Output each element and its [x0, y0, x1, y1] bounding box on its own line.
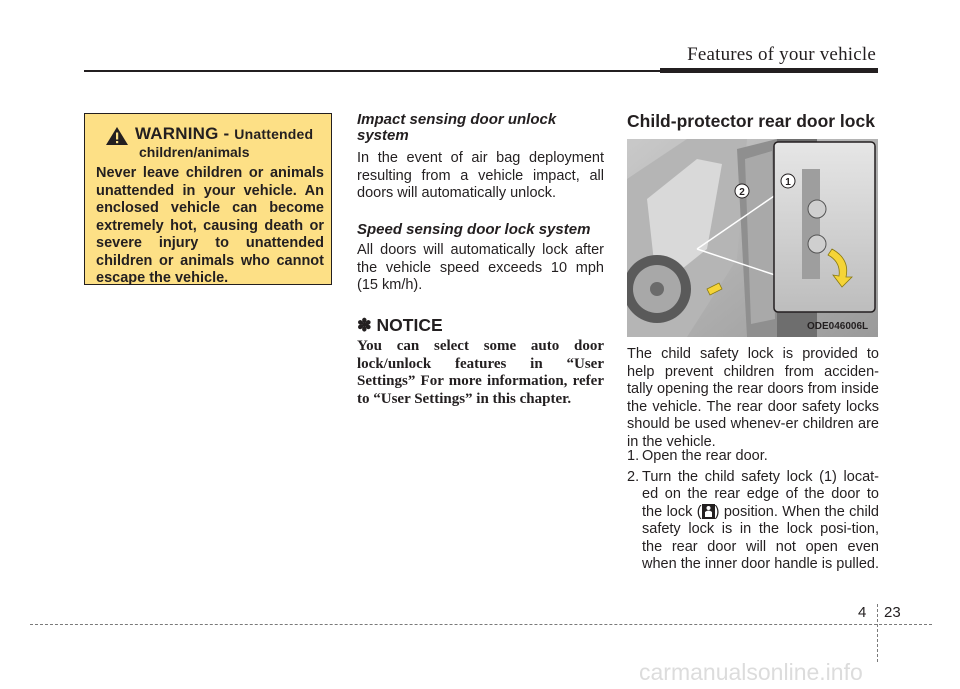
- impact-section-title: Impact sensing door unlock system: [357, 111, 557, 144]
- chapter-number: 4: [858, 604, 867, 621]
- warning-box: [84, 113, 332, 285]
- impact-section-body: In the event of air bag deployment resulting from a vehicle impact, all doors will automatically unlock.: [357, 150, 604, 201]
- step-text-before: Turn the child safety lock (1) locat-ed on the rear edge of the door to the lock (: [642, 468, 879, 520]
- list-item: [627, 448, 879, 466]
- child-lock-icon: [702, 504, 715, 519]
- notice-title: ✽ NOTICE: [357, 315, 443, 335]
- warning-label: WARNING - Unattended: [135, 124, 314, 143]
- step-text-after: ) position. When the child safety lock is in the lock posi-tion, the rear door will not open even when the inner door handle is pulled.: [642, 503, 879, 572]
- header-rule-thick: [660, 68, 878, 73]
- step-number: 1.: [627, 448, 640, 464]
- child-lock-description: The child safety lock is provided to help prevent children from acciden-tally opening the rear doors from inside the vehicle. The rear door safety locks should be used whenev-er children are in the vehicle.: [627, 346, 879, 450]
- callout-1: 1: [785, 177, 791, 188]
- warning-triangle-icon: [105, 126, 129, 146]
- step-text: Open the rear door.: [642, 448, 768, 464]
- callout-2: 2: [739, 187, 745, 198]
- speed-section-title: Speed sensing door lock system: [357, 221, 591, 238]
- page-header-title: Features of your vehicle: [687, 44, 876, 65]
- watermark: carmanualsonline.info: [639, 659, 863, 685]
- child-lock-photo: [627, 139, 878, 337]
- photo-image-code: ODE046006L: [807, 321, 869, 332]
- child-lock-title: Child-protector rear door lock: [627, 111, 875, 131]
- warning-subject-line2: children/animals: [139, 144, 250, 160]
- footer-divider: [877, 604, 878, 662]
- car-door-illustration: [627, 139, 878, 337]
- notice-body: You can select some auto door lock/unlock features in “User Settings” For more information, refer to “User Settings” in this chapter.: [357, 338, 604, 407]
- footer-rule: [30, 624, 932, 625]
- speed-section-body: All doors will automatically lock after the vehicle speed exceeds 10 mph (15 km/h).: [357, 242, 604, 293]
- list-item: [627, 469, 879, 574]
- warning-body: Never leave children or animals unattended in your vehicle. An enclosed vehicle can become extremely hot, causing death or severe injury to unattended children or animals who cannot escape the vehicle.: [96, 165, 324, 286]
- header-rule-thin: [84, 70, 660, 72]
- page-number: 23: [884, 604, 901, 621]
- step-number: 2.: [627, 468, 640, 485]
- warning-subject-line1: Unattended: [234, 126, 314, 142]
- child-lock-steps: [627, 448, 879, 574]
